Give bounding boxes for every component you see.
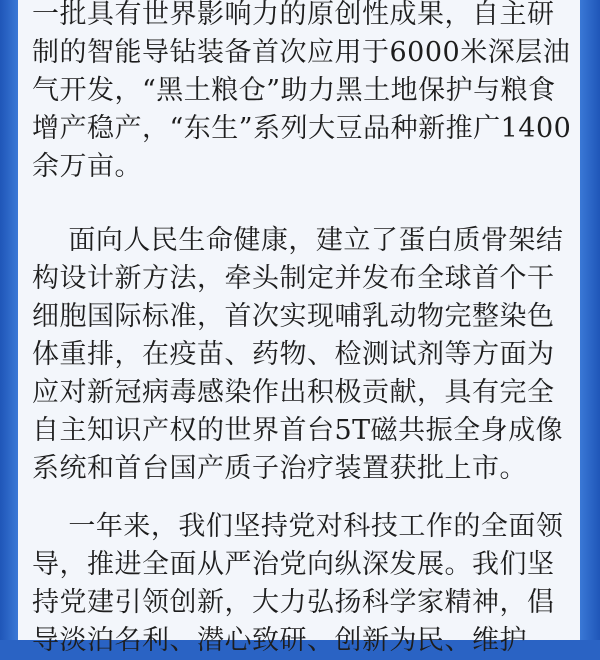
right-blue-border [580,0,600,640]
article-paragraph-1: 一批具有世界影响力的原创性成果，自主研制的智能导钻装备首次应用于6000米深层油气开发，“黑土粮仓”助力黑土地保护与粮食增产稳产，“东生”系列大豆品种新推广1400余万亩。 [32,0,572,182]
article-paragraph-3: 一年来，我们坚持党对科技工作的全面领导，推进全面从严治党向纵深发展。我们坚持党建引领创新，大力弘扬科学家精神，倡导淡泊名利、潜心致研、创新为民、维护 [32,511,564,656]
article-paragraph-2: 面向人民生命健康，建立了蛋白质骨架结构设计新方法，牵头制定并发布全球首个干细胞国际标准，首次实现哺乳动物完整染色体重排，在疫苗、药物、检测试剂等方面为应对新冠病毒感染作出积极贡献，具有完全自主知识产权的世界首台5T磁共振全身成像系统和首台国产质子治疗装置获批上市。 [32,225,564,484]
article-page [18,0,580,656]
left-blue-border [0,0,18,640]
